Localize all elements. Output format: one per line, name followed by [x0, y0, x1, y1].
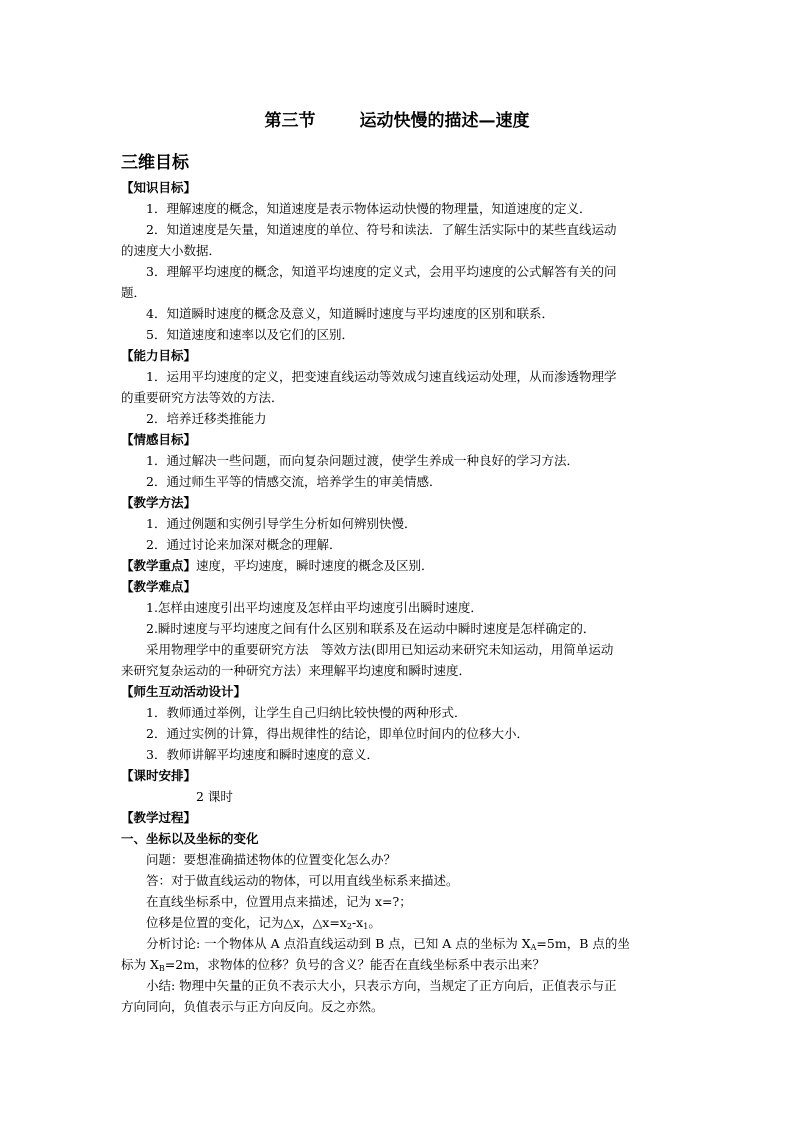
section-number: 第三节: [264, 111, 316, 131]
paragraph-line: 问题：要想准确描述物体的位置变化怎么办？: [146, 852, 397, 867]
subscript: 1: [363, 922, 369, 931]
paragraph-line: 2．通过师生平等的情感交流，培养学生的审美情感．: [146, 474, 442, 489]
paragraph-line: 来研究复杂运动的一种研究方法）来理解平均速度和瞬时速度．: [121, 663, 472, 678]
paragraph-line: 2.瞬时速度与平均速度之间有什么区别和联系及在运动中瞬时速度是怎样确定的．: [146, 621, 596, 636]
objectives-heading: 三维目标: [121, 153, 189, 173]
teaching-focus: [121, 556, 434, 576]
knowledge-goals-heading: 【知识目标】: [121, 180, 197, 195]
subscript: A: [530, 943, 537, 952]
text-run: -x: [351, 915, 364, 930]
teaching-methods-heading: 【教学方法】: [121, 495, 197, 510]
paragraph-line: 2．通过实例的计算，得出规律性的结论，即单位时间内的位移大小．: [146, 726, 529, 741]
part-one-heading: 一、坐标以及坐标的变化: [121, 831, 259, 846]
paragraph-line: 1．通过例题和实例引导学生分析如何辨别快慢．: [146, 516, 417, 531]
teaching-difficulty-heading: 【教学难点】: [121, 579, 197, 594]
paragraph-line: 1.怎样由速度引出平均速度及怎样由平均速度引出瞬时速度．: [146, 600, 483, 615]
paragraph-line: 在直线坐标系中，位置用点来描述，记为 x=?；: [146, 894, 412, 909]
paragraph-line: 1．教师通过举例，让学生自己归纳比较快慢的两种形式．: [146, 705, 467, 720]
paragraph-line: 2．通过讨论来加深对概念的理解．: [146, 537, 342, 552]
paragraph-line: 采用物理学中的重要研究方法 等效方法(即用已知运动来研究未知运动，用简单运动: [146, 642, 614, 657]
ability-goals-heading: 【能力目标】: [121, 348, 197, 363]
paragraph-line: 5．知道速度和速率以及它们的区别．: [146, 327, 354, 342]
text-run: 位移是位置的变化，记为△x，△x=x: [146, 915, 347, 930]
text-run: 。: [368, 915, 381, 930]
paragraph-line: 1．通过解决一些问题，而向复杂问题过渡，使学生养成一种良好的学习方法．: [146, 453, 579, 468]
paragraph-line: 题．: [121, 285, 147, 300]
emotion-goals-heading: 【情感目标】: [121, 432, 197, 447]
class-schedule-heading: 【课时安排】: [121, 768, 197, 783]
text-run: 分析讨论: 一个物体从 A 点沿直线运动到 B 点，已知 A 点的坐标为 X: [146, 936, 531, 951]
teaching-focus-heading: 【教学重点】: [121, 558, 197, 573]
paragraph-line: 1．运用平均速度的定义，把变速直线运动等效成匀速直线运动处理，从而渗透物理学: [146, 369, 617, 384]
section-topic: 运动快慢的描述—速度: [359, 111, 530, 131]
paragraph-line: 的重要研究方法等效的方法．: [121, 390, 284, 405]
interaction-design-heading: 【师生互动活动设计】: [121, 684, 247, 699]
paragraph-line: 4．知道瞬时速度的概念及意义，知道瞬时速度与平均速度的区别和联系．: [146, 306, 554, 321]
text-run: =2m，求物体的位移？负号的含义？能否在直线坐标系中表示出来？: [164, 957, 546, 972]
text-run: 标为 X: [121, 957, 159, 972]
paragraph-line: 方向同向，负值表示与正方向反向。反之亦然。: [121, 999, 384, 1014]
paragraph-line: 1．理解速度的概念，知道速度是表示物体运动快慢的物理量，知道速度的定义．: [146, 201, 592, 216]
paragraph-line: 3．教师讲解平均速度和瞬时速度的意义．: [146, 747, 379, 762]
teaching-process-heading: 【教学过程】: [121, 810, 197, 825]
paragraph-line: 小结: 物理中矢量的正负不表示大小，只表示方向，当规定了正方向后，正值表示与正: [146, 978, 617, 993]
teaching-focus-text: 速度，平均速度，瞬时速度的概念及区别．: [196, 558, 434, 573]
page-title: [0, 106, 794, 131]
paragraph-line: 的速度大小数据．: [121, 243, 222, 258]
paragraph-line: 3．理解平均速度的概念，知道平均速度的定义式，会用平均速度的公式解答有关的问: [146, 264, 617, 279]
subscript: 2: [346, 922, 352, 931]
paragraph-line: 答：对于做直线运动的物体，可以用直线坐标系来描述。: [146, 873, 459, 888]
subscript: B: [158, 964, 165, 973]
class-hours: 2 课时: [196, 789, 233, 804]
paragraph-line: 2．培养迁移类推能力: [146, 411, 267, 426]
paragraph-line: 2．知道速度是矢量，知道速度的单位、符号和读法．了解生活实际中的某些直线运动: [146, 222, 617, 237]
text-run: =5m，B 点的坐: [536, 936, 630, 951]
